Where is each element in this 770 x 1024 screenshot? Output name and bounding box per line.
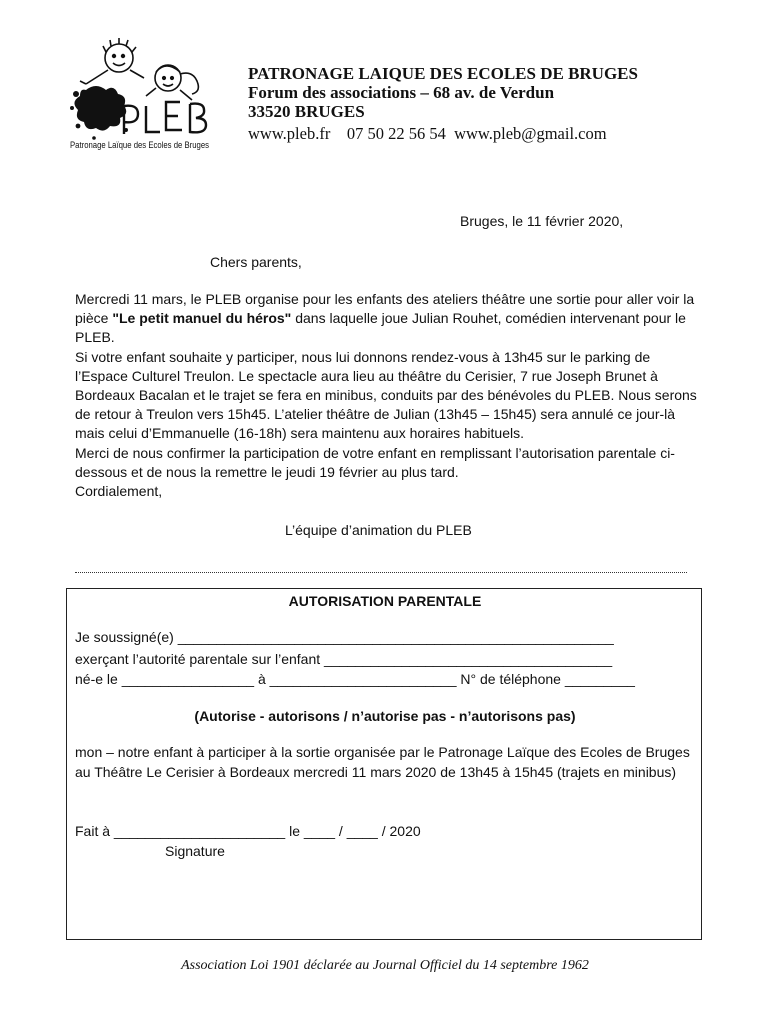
letter-greeting: Chers parents, [210,254,302,270]
authorization-form [66,588,702,940]
pleb-logo [64,38,224,156]
paragraph-confirmation: Merci de nous confirmer la participation de votre enfant en remplissant l’autorisation parentale ci-dessous et de nous la remettre le jeudi 19 février au plus tard. [75,444,675,480]
letter-body [75,290,705,501]
letter-signature: L’équipe d’animation du PLEB [285,522,472,538]
org-city: 33520 BRUGES [248,102,365,121]
field-birth-phone[interactable]: né-e le _________________ à ________________________ N° de téléphone _________ [75,671,635,687]
field-place-date[interactable]: Fait à ______________________ le ____ / ____ / 2020 [75,823,421,839]
cut-line [75,560,687,573]
paragraph-outing-end: dans laquelle joue Julian Rouhet, comédien intervenant pour le PLEB. [75,310,686,346]
form-paragraph: mon – notre enfant à participer à la sortie organisée par le Patronage Laïque des Ecoles de Bruges au Théâtre Le Cerisier à Bordeaux mercredi 11 mars 2020 de 13h45 à 15h45 (trajets en minibus) [75,744,690,780]
boy-figure-icon [80,38,144,84]
form-title: AUTORISATION PARENTALE [288,593,482,609]
org-contact: www.pleb.fr 07 50 22 56 54 www.pleb@gmail.com [248,124,607,143]
signature-label: Signature [165,843,225,859]
paragraph-outing-start: Mercredi 11 mars, le PLEB organise pour les enfants des ateliers théâtre une sortie pour aller voir la pièce [75,291,695,327]
paint-splash-icon [70,86,128,140]
letter-date: Bruges, le 11 février 2020, [460,213,624,229]
field-child-name[interactable]: exerçant l’autorité parentale sur l’enfant _____________________________________ [75,651,613,667]
letterhead [248,64,638,143]
footer-note: Association Loi 1901 déclarée au Journal Officiel du 14 septembre 1962 [181,958,589,973]
girl-figure-icon [146,65,198,100]
letter-closing: Cordialement, [75,483,163,500]
authorization-choice[interactable]: (Autorise - autorisons / n’autorise pas - n’autorisons pas) [194,708,576,724]
field-undersigned[interactable]: Je soussigné(e) ________________________________________________________ [75,629,614,645]
paragraph-outing [75,290,705,348]
pleb-letters [124,102,206,134]
play-title: "Le petit manuel du héros" [112,310,292,327]
logo-caption: Patronage Laïque des Ecoles de Bruges [70,140,209,150]
org-name: PATRONAGE LAIQUE DES ECOLES DE BRUGES [248,64,638,83]
paragraph-details: Si votre enfant souhaite y participer, nous lui donnons rendez-vous à 13h45 sur le parking de l’Espace Culturel Treulon. Le spectacle aura lieu au théâtre du Cerisier, 7 rue Joseph Brunet à Bordeaux Bacalan et le trajet se fera en minibus, conduits par des bénévoles du PLEB. Nous serons de retour à Treulon vers 15h45. L’atelier théâtre de Julian (13h45 – 15h45) sera annulé ce jour-là mais celui d’Emmanuelle (16-18h) sera maintenu aux horaires habituels. [75,348,697,442]
org-address: Forum des associations – 68 av. de Verdun [248,83,555,102]
